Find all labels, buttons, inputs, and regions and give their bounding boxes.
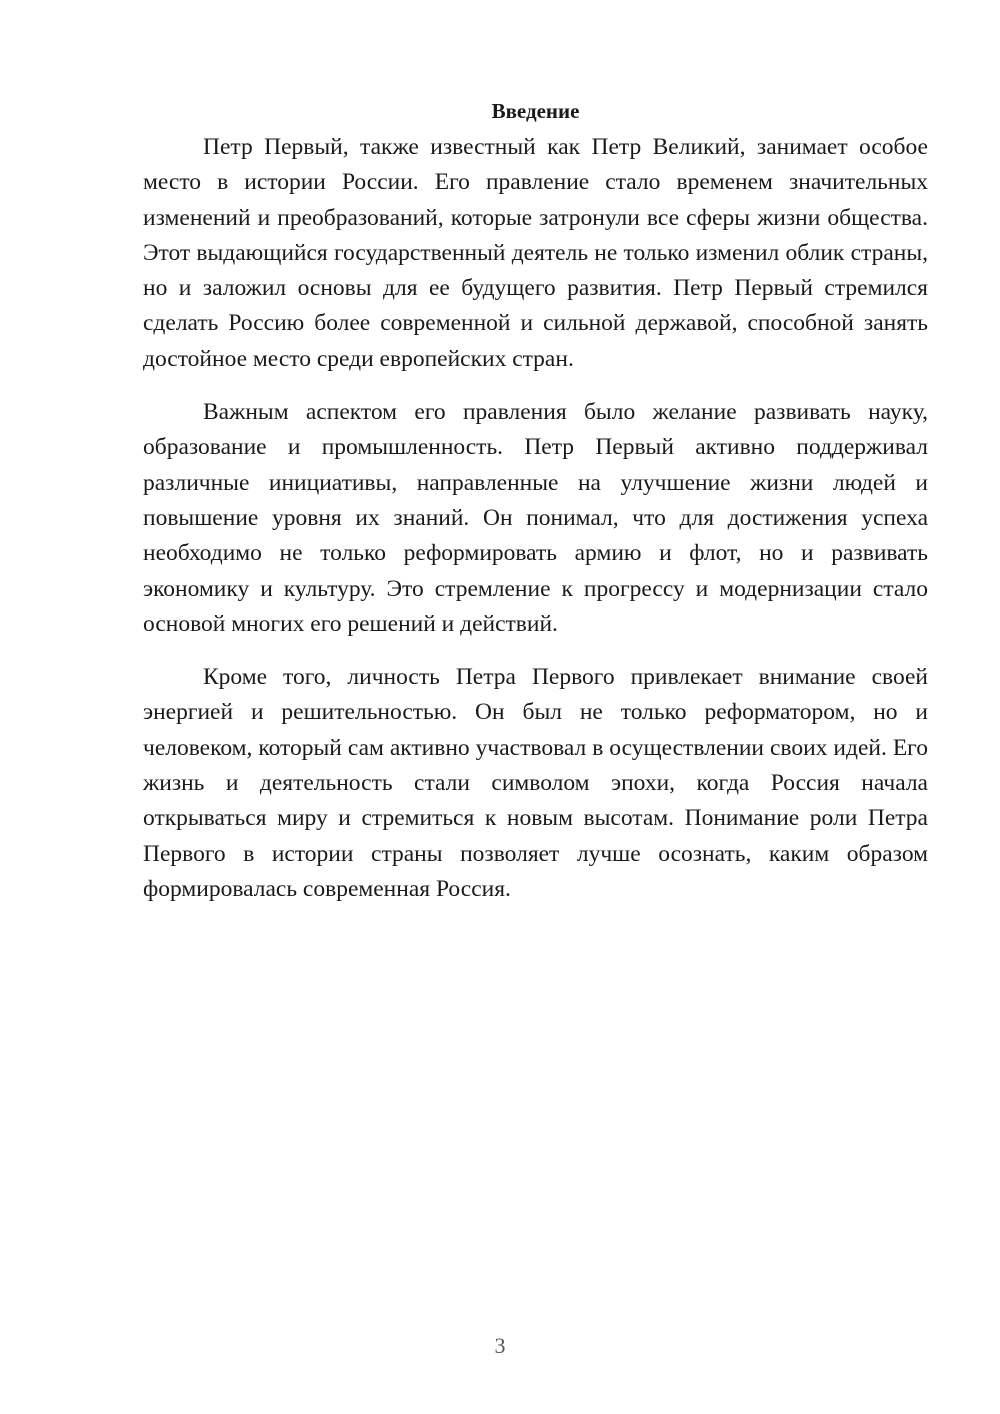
page-content	[143, 96, 928, 925]
section-heading: Введение	[491, 99, 580, 123]
page-number: 3	[494, 1333, 506, 1358]
paragraph-3: Кроме того, личность Петра Первого привлекает внимание своей энергией и решительностью. Он был не только реформатором, но и человеком, который сам активно участвовал в осуществлении своих идей. Его жизнь и деятельность стали символом эпохи, когда Россия начала открываться миру и стремиться к новым высотам. Понимание роли Петра Первого в истории страны позволяет лучше осознать, каким образом формировалась современная Россия.	[143, 664, 928, 902]
paragraph-1: Петр Первый, также известный как Петр Великий, занимает особое место в истории России. Его правление стало временем значительных изменений и преобразований, которые затронули все сферы жизни общества. Этот выдающийся государственный деятель не только изменил облик страны, но и заложил основы для ее будущего развития. Петр Первый стремился сделать Россию более современной и сильной державой, способной занять достойное место среди европейских стран.	[143, 134, 928, 372]
paragraph-2: Важным аспектом его правления было желание развивать науку, образование и промышленность. Петр Первый активно поддерживал различные инициативы, направленные на улучшение жизни людей и повышение уровня их знаний. Он понимал, что для достижения успеха необходимо не только реформировать армию и флот, но и развивать экономику и культуру. Это стремление к прогрессу и модернизации стало основой многих его решений и действий.	[143, 399, 928, 637]
